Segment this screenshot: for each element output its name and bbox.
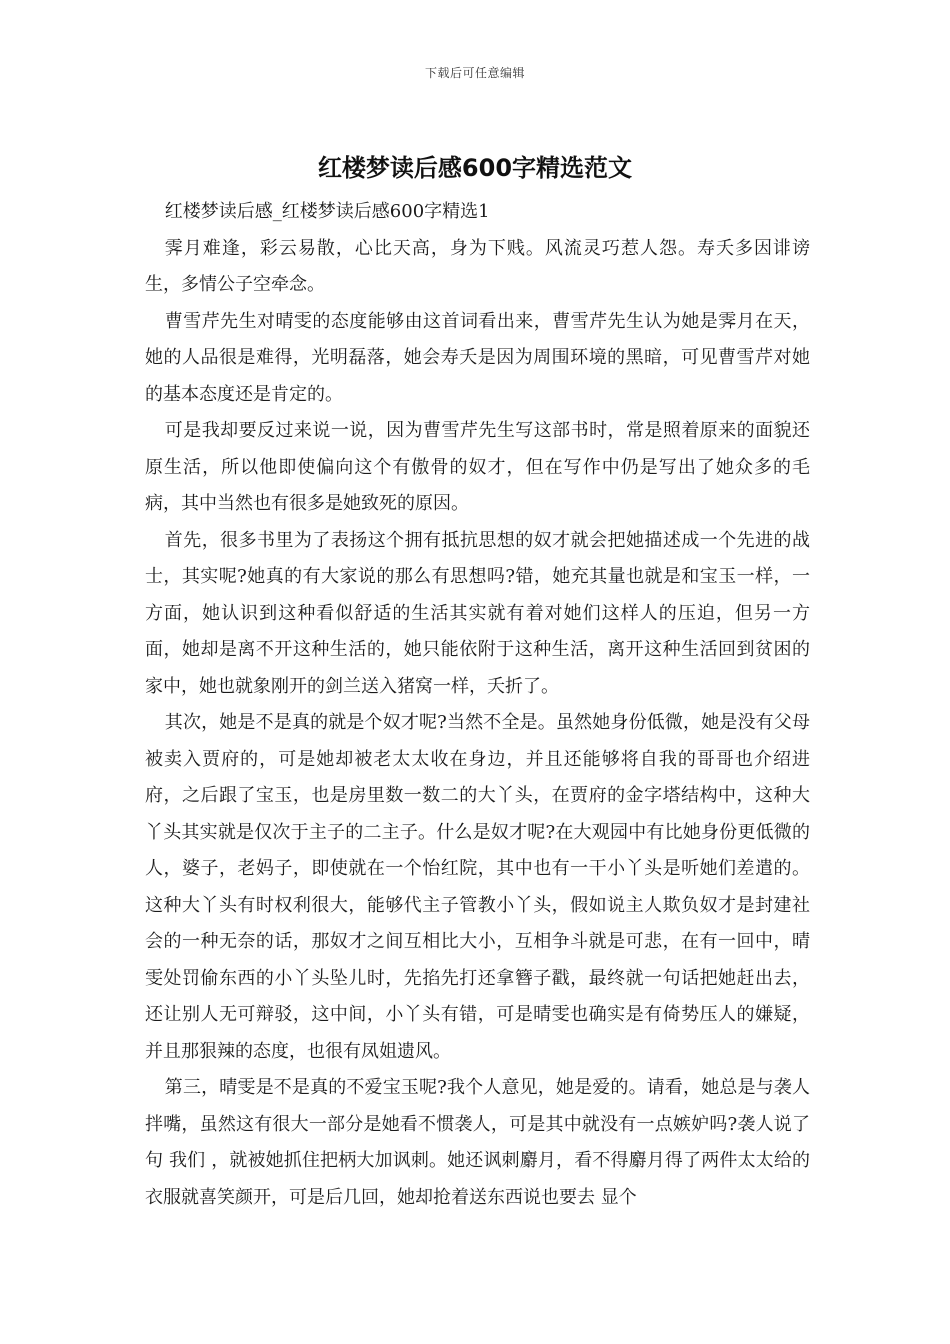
body-paragraph-5: 其次，她是不是真的就是个奴才呢?当然不全是。虽然她身份低微，她是没有父母被卖入贾府的，可是她却被老太太收在身边，并且还能够将自我的哥哥也介绍进府，之后跟了宝玉，也是房里数一数二的大丫头，在贾府的金字塔结构中，这种大丫头其实就是仅次于主子的二主子。什么是奴才呢?在大观园中有比她身份更低微的人，婆子，老妈子，即使就在一个怡红院，其中也有一干小丫头是听她们差遣的。这种大丫头有时权利很大，能够代主子管教小丫头，假如说主人欺负奴才是封建社会的一种无奈的话，那奴才之间互相比大小，互相争斗就是可悲，在有一回中，晴雯处罚偷东西的小丫头坠儿时，先掐先打还拿簪子戳，最终就一句话把她赶出去，还让别人无可辩驳，这中间，小丫头有错，可是晴雯也确实是有倚势压人的嫌疑，并且那狠辣的态度，也很有凤姐遗风。 (145, 712, 810, 1062)
body-paragraph-3: 可是我却要反过来说一说，因为曹雪芹先生写这部书时，常是照着原来的面貌还原生活，所以他即使偏向这个有傲骨的奴才，但在写作中仍是写出了她众多的毛病，其中当然也有很多是她致死的原因。 (145, 420, 810, 514)
header-note: 下载后可任意编辑 (424, 66, 525, 80)
body-paragraph-6: 第三，晴雯是不是真的不爱宝玉呢?我个人意见，她是爱的。请看，她总是与袭人拌嘴，虽然这有很大一部分是她看不惯袭人，可是其中就没有一点嫉妒吗?袭人说了句 我们 ，就被她抓住把柄大加讽刺。她还讽刺麝月，看不得麝月得了两件太太给的衣服就喜笑颜开，可是后几回，她却抢着送东西说也要去 显个 (145, 1077, 810, 1208)
subtitle-paragraph: 红楼梦读后感_红楼梦读后感600字精选1 (164, 201, 490, 222)
body-paragraph-2: 曹雪芹先生对晴雯的态度能够由这首词看出来，曹雪芹先生认为她是霁月在天，她的人品很是难得，光明磊落，她会寿夭是因为周围环境的黑暗，可见曹雪芹对她的基本态度还是肯定的。 (145, 310, 810, 405)
document-title: 红楼梦读后感600字精选范文 (317, 154, 633, 182)
body-paragraph-4: 首先，很多书里为了表扬这个拥有抵抗思想的奴才就会把她描述成一个先进的战士，其实呢?她真的有大家说的那么有思想吗?错，她充其量也就是和宝玉一样，一方面，她认识到这种看似舒适的生活其实就有着对她们这样人的压迫，但另一方面，她却是离不开这种生活的，她只能依附于这种生活，离开这种生活回到贫困的家中，她也就象刚开的剑兰送入猪窝一样，夭折了。 (145, 529, 810, 697)
body-paragraph-1: 霁月难逢，彩云易散，心比天高，身为下贱。风流灵巧惹人怨。寿夭多因诽谤生，多情公子空牵念。 (145, 237, 810, 295)
document-body (145, 194, 810, 1216)
